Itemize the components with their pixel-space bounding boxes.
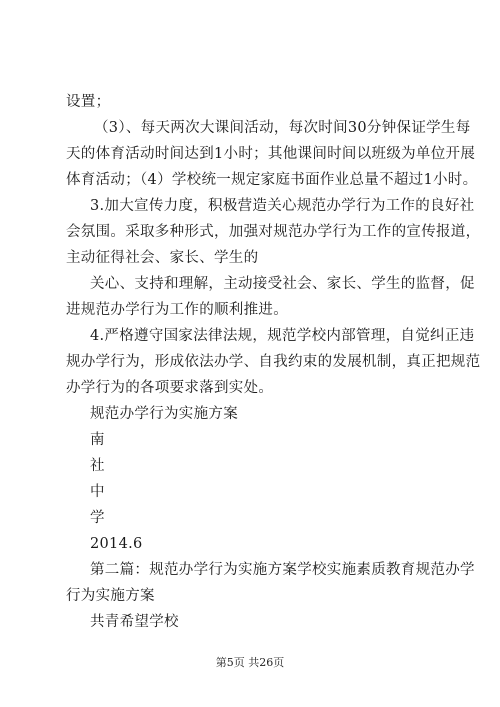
text-line-21: 共青希望学校 [90,614,179,630]
text-line-5: 3.加大宣传力度，积极营造关心规范办学行为工作的良好社 [90,198,475,214]
text-line-19: 第二篇：规范办学行为实施方案学校实施素质教育规范办学 [90,562,475,578]
text-line-12: 办学行为的各项要求落到实处。 [66,380,274,396]
text-line-4: 体育活动；（4）学校统一规定家庭书面作业总量不超过1小时。 [66,172,478,188]
text-line-15: 社 [90,458,105,474]
text-line-9: 进规范办学行为工作的顺利推进。 [66,302,288,318]
text-line-8: 关心、支持和理解，主动接受社会、家长、学生的监督，促 [90,276,475,292]
text-line-10: 4.严格遵守国家法律法规，规范学校内部管理，自觉纠正违 [90,328,475,344]
page-footer: 第5页 共26页 [215,656,285,669]
text-line-2: （3）、每天两次大课间活动，每次时间30分钟保证学生每 [94,120,471,136]
text-line-11: 规办学行为，形成依法办学、自我约束的发展机制，真正把规范 [66,354,481,370]
text-line-3: 天的体育活动时间达到1小时；其他课间时间以班级为单位开展 [66,146,476,162]
text-line-18: 2014.6 [90,536,143,552]
text-line-6: 会氛围。采取多种形式，加强对规范办学行为工作的宣传报道， [66,224,481,240]
text-line-13: 规范办学行为实施方案 [90,406,238,422]
text-line-7: 主动征得社会、家长、学生的 [66,250,259,266]
text-line-20: 行为实施方案 [66,588,155,604]
text-line-17: 学 [90,510,105,526]
text-line-14: 南 [90,432,105,448]
text-line-1: 设置； [66,94,111,110]
text-line-16: 中 [90,484,105,500]
